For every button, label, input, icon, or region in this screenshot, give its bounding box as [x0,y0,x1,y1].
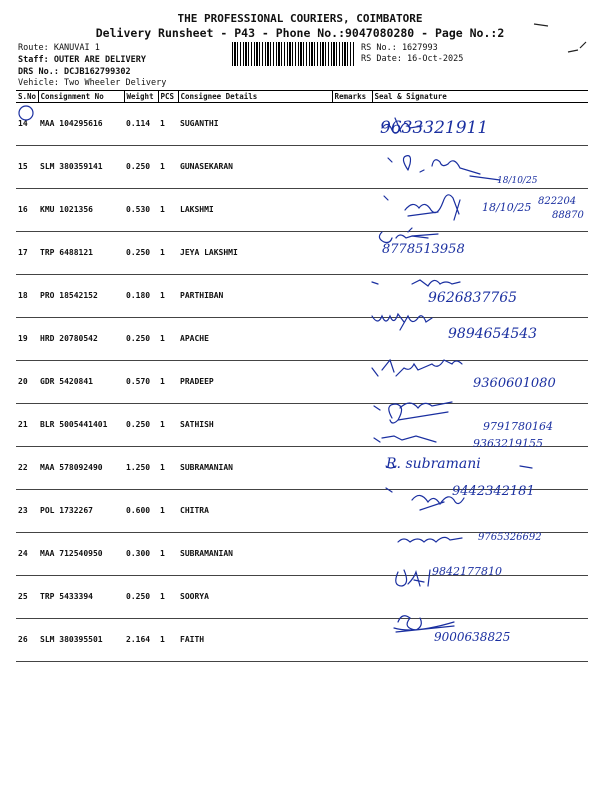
col-consignee: Consignee Details [178,91,332,103]
row-pcs: 1 [158,232,178,275]
row-consignment: KMU 1021356 [38,189,124,232]
row-weight: 0.600 [124,490,158,533]
row-consignee: SATHISH [178,404,332,447]
row-consignee: FAITH [178,619,332,662]
row-pcs: 1 [158,490,178,533]
handwritten-phone-23: 9442342181 [452,484,535,499]
col-pcs: PCS [158,91,178,103]
row-weight: 0.530 [124,189,158,232]
runsheet-subtitle: Delivery Runsheet - P43 - Phone No.:9047080280 - Page No.:2 [95,26,505,40]
row-sno: 19 [16,318,38,361]
handwritten-phone-17: 8778513958 [382,242,465,257]
row-weight: 0.180 [124,275,158,318]
row-consignment: PRO 18542152 [38,275,124,318]
row-weight: 0.250 [124,232,158,275]
row-sno: 26 [16,619,38,662]
row-consignee: APACHE [178,318,332,361]
row-consignee: SUGANTHI [178,103,332,146]
row-sno: 22 [16,447,38,490]
row-pcs: 1 [158,146,178,189]
col-weight: Weight [124,91,158,103]
row-sno: 21 [16,404,38,447]
handwritten-phone-18: 9626837765 [428,290,518,306]
row-consignee: JEYA LAKSHMI [178,232,332,275]
row-consignee: LAKSHMI [178,189,332,232]
handwritten-date-16: 18/10/25 [497,176,538,186]
row-consignment: MAA 104295616 [38,103,124,146]
row-pcs: 1 [158,361,178,404]
row-pcs: 1 [158,447,178,490]
vehicle-label: Vehicle: Two Wheeler Delivery [18,78,167,88]
row-weight: 0.570 [124,361,158,404]
company-title: THE PROFESSIONAL COURIERS, COIMBATORE [177,12,423,25]
row-consignee: GUNASEKARAN [178,146,332,189]
sno-circle-14 [19,106,33,120]
signature-15 [388,156,500,180]
row-sno: 18 [16,275,38,318]
row-consignment: SLM 380359141 [38,146,124,189]
row-pcs: 1 [158,404,178,447]
row-consignment: GDR 5420841 [38,361,124,404]
signature-22 [374,436,532,468]
handwritten-phone-14: 9633321911 [380,118,489,138]
row-consignment: SLM 380395501 [38,619,124,662]
row-consignment: TRP 5433394 [38,576,124,619]
row-pcs: 1 [158,533,178,576]
row-consignment: POL 1732267 [38,490,124,533]
col-sno: S.No [18,92,37,101]
handwritten-phone-26: 9000638825 [434,630,511,644]
signature-20 [372,360,462,376]
signature-17 [379,228,438,243]
row-consignee: SOORYA [178,576,332,619]
row-weight: 2.164 [124,619,158,662]
row-weight: 0.250 [124,318,158,361]
scan-marks [530,18,590,58]
row-consignee: PRADEEP [178,361,332,404]
row-weight: 0.250 [124,404,158,447]
row-sno: 20 [16,361,38,404]
row-sno: 17 [16,232,38,275]
handwritten-phone-20: 9360601080 [473,376,556,391]
handwritten-phone-21b: 9363219155 [473,437,543,450]
row-consignment: MAA 578092490 [38,447,124,490]
row-consignee: CHITRA [178,490,332,533]
row-consignment: TRP 6488121 [38,232,124,275]
staff-label: Staff: OUTER ARE DELIVERY [18,55,146,65]
row-consignee: PARTHIBAN [178,275,332,318]
signature-19 [372,314,432,330]
handwritten-phone-19: 9894654543 [448,326,538,342]
row-weight: 0.250 [124,576,158,619]
handwritten-phone-25: 9842177810 [432,565,502,578]
col-signature: Seal & Signature [372,91,588,103]
signature-16 [384,195,460,220]
row-sno: 25 [16,576,38,619]
row-pcs: 1 [158,619,178,662]
signature-14 [382,118,422,133]
row-consignee: SUBRAMANIAN [178,447,332,490]
row-consignment: MAA 712540950 [38,533,124,576]
row-weight: 0.250 [124,146,158,189]
route-label: Route: KANUVAI 1 [18,43,100,53]
handwritten-phone-21a: 9791780164 [483,420,553,433]
row-consignment: BLR 5005441401 [38,404,124,447]
rs-date: RS Date: 16-Oct-2025 [361,54,464,64]
handwritten-date-16b: 18/10/25 [482,201,532,214]
row-pcs: 1 [158,189,178,232]
row-pcs: 1 [158,576,178,619]
row-weight: 1.250 [124,447,158,490]
row-sno: 24 [16,533,38,576]
row-sno: 23 [16,490,38,533]
signature-25 [396,570,430,586]
handwritten-note-16c: 88870 [552,210,584,221]
signature-26 [394,616,454,632]
handwritten-name-22: R. subramani [386,456,481,472]
row-sno: 16 [16,189,38,232]
row-pcs: 1 [158,318,178,361]
signature-18 [372,280,460,286]
handwritten-phone-24: 9765326692 [478,532,542,543]
rs-number: RS No.: 1627993 [361,43,438,53]
signature-23 [386,488,464,510]
col-remarks: Remarks [332,91,372,103]
row-consignee: SUBRAMANIAN [178,533,332,576]
row-sno: 15 [16,146,38,189]
handwritten-note-16b: 822204 [538,196,577,207]
drs-label: DRS No.: DCJB162799302 [18,67,131,77]
col-consignment: Consignment No [38,91,124,103]
row-pcs: 1 [158,275,178,318]
signature-21 [374,402,452,423]
row-sno: 14 [16,103,38,146]
row-weight: 0.300 [124,533,158,576]
row-consignment: HRD 20780542 [38,318,124,361]
row-weight: 0.114 [124,103,158,146]
signature-24 [398,537,462,542]
row-pcs: 1 [158,103,178,146]
